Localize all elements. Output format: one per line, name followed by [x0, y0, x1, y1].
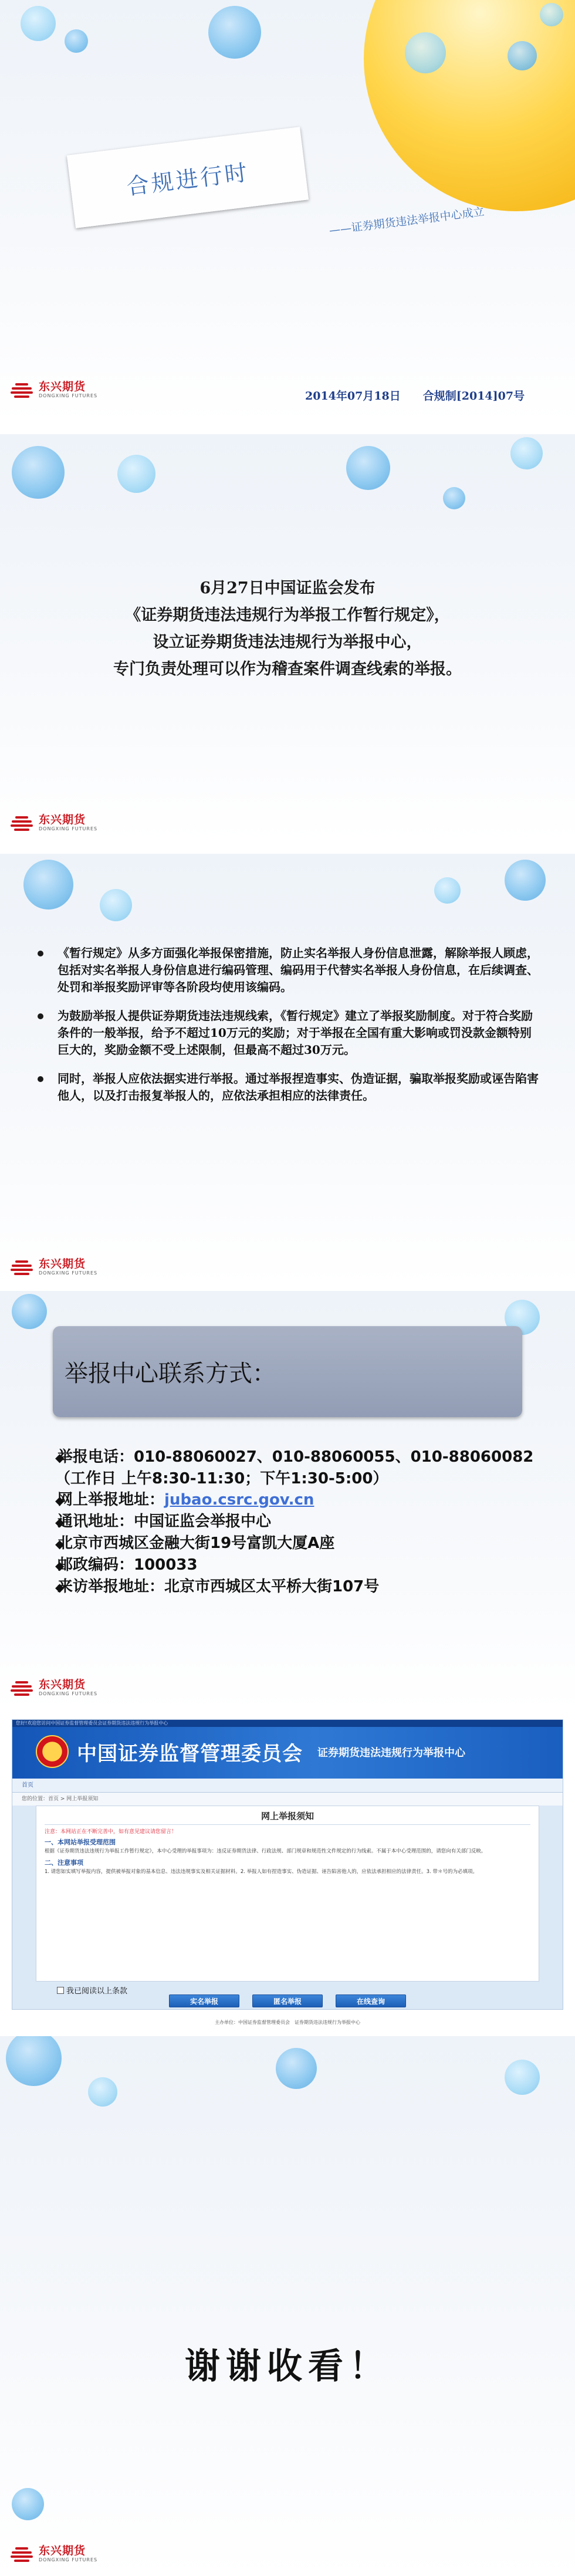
logo-icon [8, 1259, 35, 1276]
brand-logo [8, 814, 97, 831]
list-item: 为鼓励举报人提供证券期货违法违规线索，《暂行规定》建立了举报奖励制度。对于符合奖励条件的一般举报，给予不超过10万元的奖励；对于举报在全国有重大影响或罚没款金额特别巨大的，奖励金额不受上述限制，但最高不超过30万元。 [35, 1008, 540, 1059]
blue-bubble-decoration [65, 29, 88, 53]
yellow-bubble-decoration [364, 0, 575, 211]
logo-en-text: DONGXING FUTURES [39, 2557, 98, 2563]
list-item [55, 1511, 534, 1533]
logo-icon [8, 2546, 35, 2563]
blue-bubble-decoration [405, 32, 446, 73]
page-title: 合规进行时 [125, 159, 251, 200]
list-item: 《暂行规定》从多方面强化举报保密措施，防止实名举报人身份信息泄露，解除举报人顾虑，包括对实名举报人身份信息进行编码管理、编码用于代替实名举报人身份信息，在后续调查、处罚和举报奖励评审等各阶段均使用该编码。 [35, 945, 540, 996]
logo-icon [8, 382, 35, 398]
blue-bubble-decoration [508, 41, 537, 70]
announcement-text [18, 575, 557, 683]
site-footer: 主办单位：中国证券监督管理委员会 证券期货违法违规行为举报中心 [215, 2020, 360, 2025]
contact-heading-box [53, 1326, 522, 1417]
site-banner-subtitle: 证券期货违法违规行为举报中心 [317, 1747, 465, 1759]
blue-bubble-decoration [117, 455, 155, 493]
section-heading: 二、注意事项 [45, 1859, 83, 1867]
slide-regulation-points [0, 854, 575, 1285]
blue-bubble-decoration [208, 6, 261, 59]
phone-text: 举报电话：010-88060027、010-88060055、010-88060082（工作日 上午8:30-11:30；下午1:30-5:00） [55, 1448, 534, 1488]
street-address: 北京市西城区金融大街19号富凯大厦A座 [58, 1534, 335, 1552]
logo-cn-text: 东兴期货 [39, 1257, 86, 1270]
web-report-link[interactable]: jubao.csrc.gov.cn [164, 1491, 314, 1509]
brand-logo [8, 381, 97, 398]
blue-bubble-decoration [443, 487, 465, 509]
subtitle: ——证券期货违法举报中心成立 [328, 205, 485, 238]
breadcrumb: 您的位置：首页 > 网上举报须知 [12, 1793, 563, 1806]
section-text: 1. 请您如实填写举报内容，提供被举报对象的基本信息、违法违规事实及相关证据材料。2. 举报人如有捏造事实、伪造证据、诬告陷害他人的，应依法承担相应的法律责任。3. 带＊号的为必填项。 [45, 1869, 478, 1875]
slide-thanks [0, 2036, 575, 2576]
blue-bubble-decoration [346, 446, 390, 490]
site-button-row [12, 1994, 563, 2007]
slide-contact [0, 1291, 575, 1710]
logo-cn-text: 东兴期货 [39, 2544, 86, 2557]
site-banner-title: 中国证券监督管理委员会 [77, 1742, 303, 1766]
blue-bubble-decoration [12, 2488, 44, 2520]
brand-logo [8, 2545, 97, 2563]
logo-icon [8, 1680, 35, 1696]
brand-logo [8, 1259, 97, 1276]
list-item [55, 1489, 534, 1511]
list-item [55, 1446, 534, 1489]
logo-icon [8, 815, 35, 831]
regulation-bullet-list [35, 945, 540, 1116]
blue-bubble-decoration [23, 860, 73, 910]
announcement-line: 《证券期货违法违规行为举报工作暂行规定》， [125, 606, 450, 624]
emblem-icon [36, 1735, 69, 1768]
section-heading: 一、本网站举报受理范围 [45, 1838, 116, 1846]
thanks-text: 谢谢收看！ [185, 2346, 390, 2387]
blue-bubble-decoration [12, 1294, 47, 1329]
logo-cn-text: 东兴期货 [39, 380, 86, 393]
date-reference: 2014年07月18日 合规制[2014]07号 [305, 390, 525, 403]
csrc-website-screenshot [12, 1719, 563, 2025]
section-text: 根据《证券期货违法违规行为举报工作暂行规定》，本中心受理的举报事项为：违反证券期货法律、行政法规、部门规章和规范性文件规定的行为线索。不属于本中心受理范围的，请您向有关部门反映。 [45, 1848, 486, 1854]
logo-cn-text: 东兴期货 [39, 1678, 86, 1691]
announcement-line: 6月27日中国证监会发布 [199, 579, 376, 597]
contact-list [55, 1446, 534, 1598]
site-top-bar: 您好!欢迎您访问中国证券监督管理委员会证券期货违法违规行为举报中心 [12, 1720, 563, 1727]
blue-bubble-decoration [6, 2036, 62, 2086]
agree-label: 我已阅读以上条款 [66, 1987, 128, 1996]
anonymous-report-button[interactable]: 匿名举报 [252, 1994, 323, 2007]
postal-code: 邮政编码：100033 [58, 1556, 198, 1574]
list-item [55, 1554, 534, 1576]
announcement-line: 设立证券期货违法违规行为举报中心， [153, 633, 422, 651]
site-nav-home[interactable]: 首页 [12, 1779, 563, 1793]
blue-bubble-decoration [88, 2077, 117, 2107]
title-card [67, 127, 309, 228]
blue-bubble-decoration [276, 2048, 317, 2089]
logo-en-text: DONGXING FUTURES [39, 1270, 98, 1276]
web-label: 网上举报地址： [58, 1491, 165, 1509]
real-name-report-button[interactable]: 实名举报 [169, 1994, 239, 2007]
blue-bubble-decoration [505, 2060, 540, 2095]
blue-bubble-decoration [434, 877, 461, 904]
slide-announcement [0, 434, 575, 842]
announcement-line: 专门负责处理可以作为稽查案件调查线索的举报。 [113, 660, 462, 678]
blue-bubble-decoration [12, 446, 65, 499]
list-item: 同时，举报人应依法据实进行举报。通过举报捏造事实、伪造证据，骗取举报奖励或诬告陷害他人，以及打击报复举报人的，应依法承担相应的法律责任。 [35, 1070, 540, 1104]
list-item [55, 1533, 534, 1554]
notice-panel [36, 1806, 539, 1982]
panel-title: 网上举报须知 [45, 1810, 530, 1825]
logo-en-text: DONGXING FUTURES [39, 393, 98, 398]
contact-heading: 举报中心联系方式： [65, 1360, 276, 1387]
visit-address: 来访举报地址：北京市西城区太平桥大街107号 [58, 1578, 380, 1595]
logo-cn-text: 东兴期货 [39, 813, 86, 826]
site-banner [12, 1727, 563, 1779]
panel-notice: 注意：本网站正在不断完善中，如有意见建议请您留言！ [45, 1829, 177, 1835]
blue-bubble-decoration [505, 860, 546, 901]
checkbox-icon[interactable] [57, 1987, 64, 1994]
online-query-button[interactable]: 在线查询 [336, 1994, 406, 2007]
list-item [55, 1576, 534, 1598]
mail-address-label: 通讯地址：中国证监会举报中心 [58, 1513, 272, 1530]
blue-bubble-decoration [21, 6, 56, 41]
blue-bubble-decoration [510, 437, 543, 469]
slide-cover [0, 0, 575, 422]
blue-bubble-decoration [100, 889, 132, 921]
logo-en-text: DONGXING FUTURES [39, 826, 98, 831]
logo-en-text: DONGXING FUTURES [39, 1691, 98, 1696]
blue-bubble-decoration [540, 3, 563, 26]
brand-logo [8, 1679, 97, 1696]
